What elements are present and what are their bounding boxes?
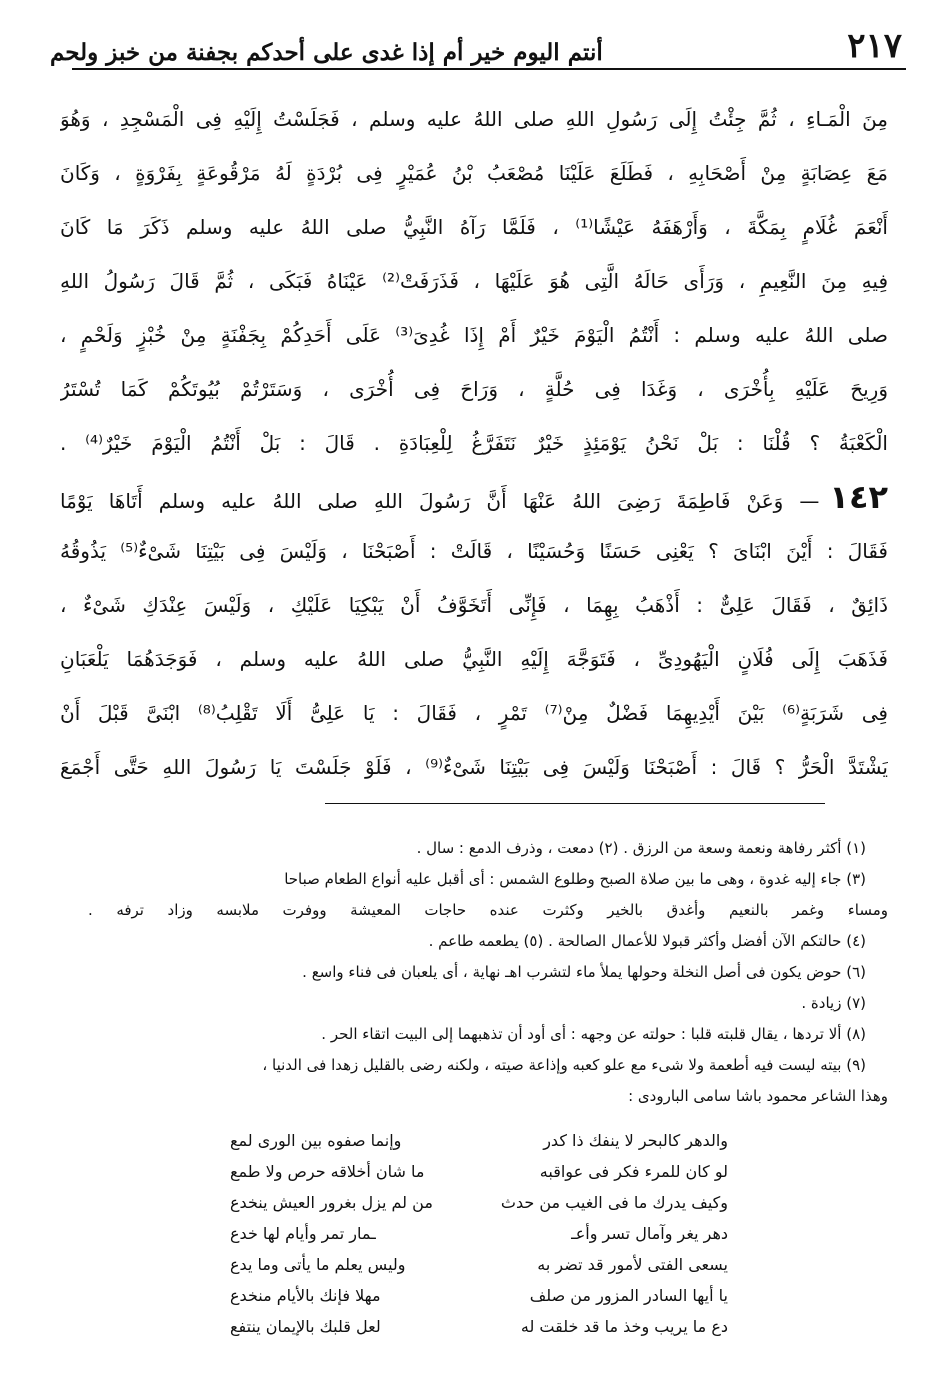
verse-first-hemistich: لو كان للمرء فكر فى عواقبه [539, 1162, 728, 1181]
poem-verse [230, 1280, 728, 1311]
text-line: فَقَالَ : أَيْنَ ابْنَاىَ ؟ يَعْنِى حَسَنًا وَحُسَيْنًا ، قَالَتْ : أَصْبَحْنَا ، وَلَيْسَ فِى بَيْتِنَا شَىْءٌ⁽⁵⁾ يَذُوقُهُ [60, 539, 888, 563]
text-line: الْكَعْبَةُ ؟ قُلْنَا : بَلْ نَحْنُ يَوْمَئِذٍ خَيْرٌ نَتَفَرَّغُ لِلْعِبَادَةِ . قَالَ : بَلْ أَنْتُمُ الْيَوْمَ خَيْرٌ⁽⁴⁾ . [60, 431, 888, 455]
poem-verse [230, 1156, 728, 1187]
footnote: (٩) بيته ليست فيه أطعمة ولا شىء مع علو كعبه وإذاعة صيته ، ولكنه رضى بالقليل زهدا فى الدنيا ، [262, 1056, 866, 1074]
footnote-separator [325, 803, 825, 804]
text-line: صلى اللهُ عليه وسلم : أَنْتُمُ الْيَوْمَ خَيْرٌ أَمْ إِذَا غُدِىَ⁽³⁾ عَلَى أَحَدِكُمْ بِجَفْنَةٍ مِنْ خُبْزٍ وَلَحْمٍ ، [60, 323, 888, 347]
verse-first-hemistich: يا أيها السادر المزور من صلف [529, 1286, 728, 1305]
verse-first-hemistich: دع ما يريب وخذ ما قد خلقت له [520, 1317, 728, 1336]
text-line: فِيهِ مِنَ النَّعِيمِ ، وَرَأَى حَالَهُ الَّتِى هُوَ عَلَيْهَا ، فَذَرَفَتْ⁽²⁾ عَيْنَاهُ فَبَكَى ، ثُمَّ قَالَ رَسُولُ اللهِ [60, 269, 888, 293]
verse-first-hemistich: يسعى الفتى لأمور قد تضر به [537, 1255, 728, 1274]
footnote: (٣) جاء إليه غدوة ، وهى ما بين صلاة الصبح وطلوع الشمس : أى أقبل عليه أنواع الطعام صباحا [284, 870, 866, 888]
poem-verse [230, 1249, 728, 1280]
footnotes [88, 833, 888, 1112]
verse-second-hemistich: لعل قلبك بالإيمان ينتفع [230, 1317, 381, 1336]
poem-verse [230, 1125, 728, 1156]
verse-second-hemistich: ـمار تمر وأيام لها خدع [230, 1224, 376, 1243]
footnote: (١) أكثر رفاهة ونعمة وسعة من الرزق . (٢) دمعت ، وذرف الدمع : سال . [416, 839, 866, 857]
footnote: (٨) ألا تردها ، يقال قلبته قلبا : حولته عن وجهه : أى أود أن تذهبهما إلى البيت اتقاء الحر . [321, 1025, 866, 1043]
verse-first-hemistich: والدهر كالبحر لا ينفك ذا كدر [543, 1131, 728, 1150]
poem-verse [230, 1187, 728, 1218]
poem [230, 1125, 728, 1342]
text-line-hadith-start [60, 470, 888, 524]
text-line-content: — وَعَنْ فَاطِمَةَ رَضِىَ اللهُ عَنْهَا أَنَّ رَسُولَ اللهِ صلى اللهُ عليه وسلم أَتَاهَا يَوْمًا [60, 489, 820, 513]
footnote: (٤) حالتكم الآن أفضل وأكثر قبولا للأعمال الصالحة . (٥) يطعمه طاعم . [428, 932, 866, 950]
verse-second-hemistich: من لم يزل بغرور العيش ينخدع [230, 1193, 433, 1212]
verse-second-hemistich: مهلا فإنك بالأيام منخدع [230, 1286, 381, 1305]
text-line: ذَائِقٌ ، فَقَالَ عَلِىٌّ : أَذْهَبُ بِهِمَا ، فَإِنِّى أَتَخَوَّفُ أَنْ يَبْكِيَا عَلَيْكِ ، وَلَيْسَ عِنْدَكِ شَىْءٌ ، [60, 593, 888, 617]
text-line: فِى شَرَبَةٍ⁽⁶⁾ بَيْنَ أَيْدِيهِمَا فَضْلٌ مِنْ⁽⁷⁾ تَمْرٍ ، فَقَالَ : يَا عَلِىُّ أَلَا تَقْلِبُ⁽⁸⁾ ابْنَىَّ قَبْلَ أَنْ [60, 701, 888, 725]
verse-second-hemistich: وليس يعلم ما يأتى وما يدع [230, 1255, 406, 1274]
footnote: (٧) زيادة . [801, 994, 866, 1012]
text-line: فَذَهَبَ إِلَى فُلَانٍ الْيَهُودِىِّ ، فَتَوَجَّهَ إِلَيْهِ النَّبِيُّ صلى اللهُ عليه وسلم ، فَوَجَدَهُمَا يَلْعَبَانِ [60, 647, 888, 671]
header-rule [72, 68, 906, 70]
text-line: مِنَ الْمَـاءِ ، ثُمَّ جِئْتُ إِلَى رَسُولِ اللهِ صلى اللهُ عليه وسلم ، فَجَلَسْتُ إِلَيْهِ فِى الْمَسْجِدِ ، وَهُوَ [60, 107, 888, 131]
poem-verse [230, 1311, 728, 1342]
poem-verse [230, 1218, 728, 1249]
verse-second-hemistich: ما شان أخلاقه حرص ولا طمع [230, 1162, 425, 1181]
main-text [60, 92, 888, 794]
text-line: يَشْتَدَّ الْحَرُّ ؟ قَالَ : أَصْبَحْنَا وَلَيْسَ فِى بَيْتِنَا شَىْءٌ⁽⁹⁾ ، فَلَوْ جَلَسْتَ يَا رَسُولَ اللهِ حَتَّى أَجْمَعَ [60, 755, 888, 779]
text-line: وَرِيحَ عَلَيْهِ بِأُخْرَى ، وَغَدَا فِى حُلَّةٍ ، وَرَاحَ فِى أُخْرَى ، وَسَتَرْتُمْ بُيُوتَكُمْ كَمَا تُسْتَرُ [60, 377, 888, 401]
text-line: أَنْعَمَ غُلَامٍ بِمَكَّةَ ، وَأَرْهَفَهُ عَيْشًا⁽¹⁾ ، فَلَمَّا رَآهُ النَّبِيُّ صلى اللهُ عليه وسلم ذَكَرَ مَا كَانَ [60, 215, 888, 239]
verse-first-hemistich: دهر يغر وآمال تسر وأعـ [571, 1224, 728, 1243]
page-header [40, 14, 906, 66]
footnote-continuation: وهذا الشاعر محمود باشا سامى البارودى : [628, 1087, 888, 1105]
text-line: مَعَ عِصَابَةٍ مِنْ أَصْحَابِهِ ، فَطَلَعَ عَلَيْنَا مُصْعَبُ بْنُ عُمَيْرٍ فِى بُرْدَةٍ لَهُ مَرْقُوعَةٍ بِفَرْوَةٍ ، وَكَانَ [60, 161, 888, 185]
footnote-continuation: ومساء وغمر بالنعيم وأغدق بالخير وكثرت عنده حاجات المعيشة ووفرت ملابسه وزاد ترفه . [88, 901, 888, 919]
running-head: أنتم اليوم خير أم إذا غدى على أحدكم بجفنة من خبز ولحم [50, 39, 603, 66]
page-number: ٢١٧ [847, 26, 902, 66]
verse-second-hemistich: وإنما صفوه بين الورى لمع [230, 1131, 402, 1150]
footnote: (٦) حوض يكون فى أصل النخلة وحولها يملأ ماء لتشرب اهـ نهاية ، أى يلعبان فى فناء واسع . [302, 963, 866, 981]
hadith-number: ١٤٢ [829, 478, 888, 516]
verse-first-hemistich: وكيف يدرك ما فى الغيب من حدث [500, 1193, 728, 1212]
